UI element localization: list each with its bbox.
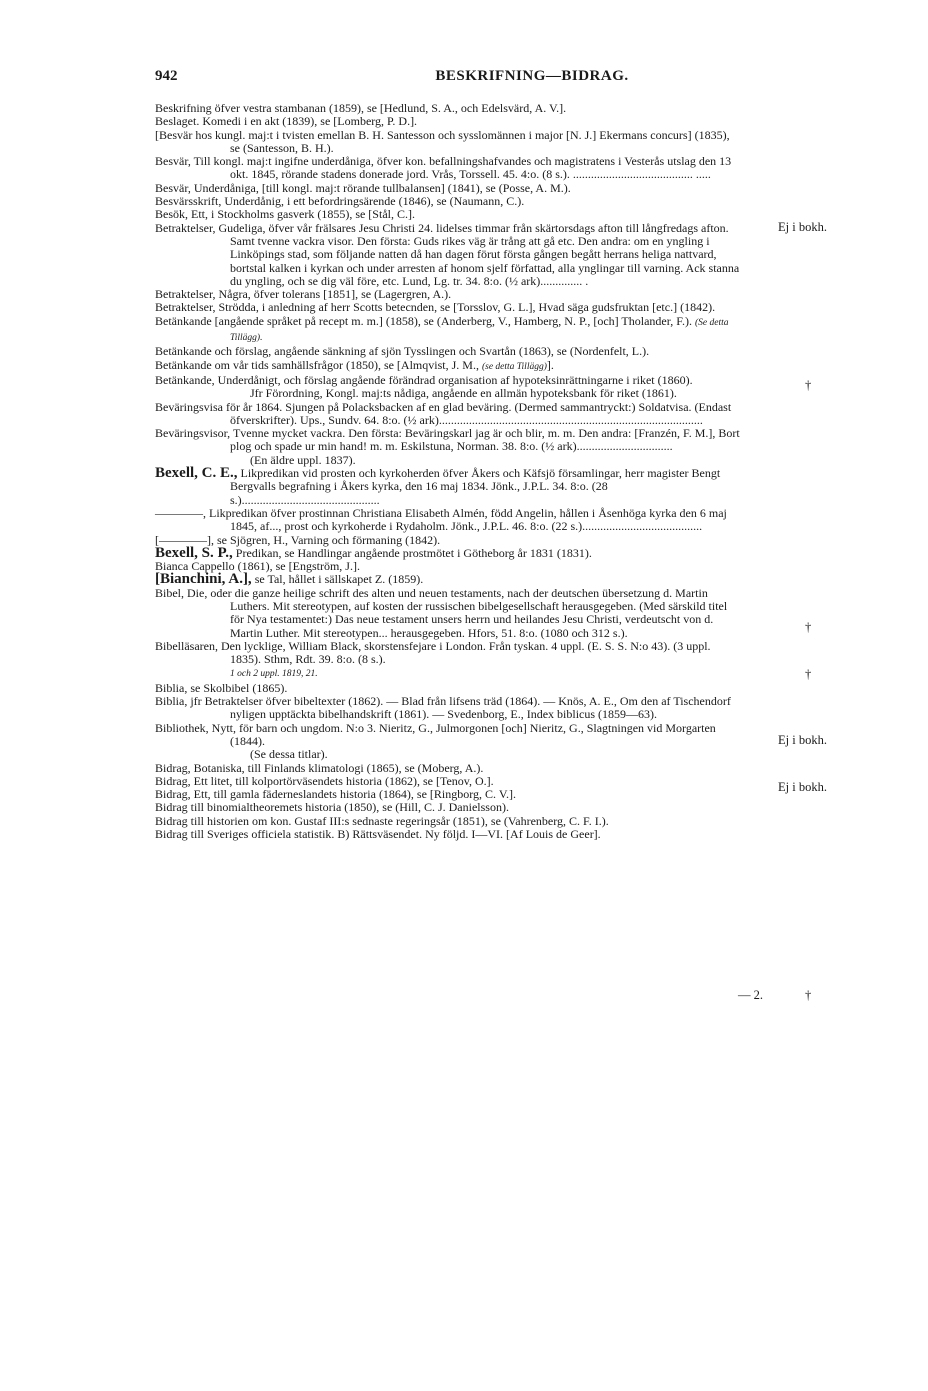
entry: Beslaget. Komedi i en akt (1839), se [Lomberg, P. D.]. <box>155 114 418 129</box>
entry: Beväringsvisa för år 1864. Sjungen på Polacksbacken af en glad beväring. (Dermed sammantryckt:) Soldatvisa. (Endast öfverskrifter). Ups., Sundv. 64. 8:o. (½ ark)........................................................................................ <box>155 399 732 427</box>
entry: Betänkande om vår tids samhällsfrågor (1850), se [Almqvist, J. M., (se detta Tillägg)]. <box>155 357 554 372</box>
author-heading: [Bianchini, A.], <box>155 571 252 588</box>
running-header <box>0 68 928 85</box>
margin-cross: † <box>805 378 812 392</box>
entry: Bidrag till binomialtheoremets historia (1850), se (Hill, C. J. Danielsson). <box>155 800 509 815</box>
entry: Betänkande [angående språket på recept m. m.] (1858), se (Anderberg, V., Hamberg, N. P., [och] Tholander, F.). (Se detta Tillägg). <box>155 313 729 344</box>
entry: Betänkande, Underdånigt, och förslag angående förändrad organisation af hypoteksinrättningarne i riket (1860). <box>155 372 693 387</box>
entry-note: (Se dessa titlar). <box>250 747 328 762</box>
entry: Besök, Ett, i Stockholms gasverk (1855), se [Stål, C.]. <box>155 207 415 222</box>
entry: ————, Likpredikan öfver prostinnan Christiana Elisabeth Almén, född Angelin, hållen i Åsenhöga kyrka den 6 maj 1845, af..., prost och kyrkoherde i Rydaholm. Jönk., J.P.L. 46. 8:o. (22 s.)........................................ <box>155 505 727 534</box>
entry: Besvär, Till kongl. maj:t ingifne underdåniga, öfver kon. befallningshafvandes och magistratens i Vesterås utslag den 13 okt. 1845, rörande stadens donerade jord. Vrås, Torssell. 45. 4:o. (8 s.). ........................................ ..... <box>155 154 732 182</box>
entry-crossref: Jfr Förordning, Kongl. maj:ts nådiga, angående en allmän hypoteksbank för riket (1861). <box>250 386 677 401</box>
margin-edition-count: — 2. <box>738 988 763 1002</box>
entry: Besvärsskrift, Underdånig, i ett befordringsärende (1846), se (Naumann, C.). <box>155 194 525 209</box>
entry: [Bianchini, A.], se Tal, hållet i sällskapet Z. (1859). <box>155 571 424 588</box>
entry: Betraktelser, Strödda, i anledning af herr Scotts betecnden, se [Torsslov, G. L.], Hvad säga gudsfruktan [etc.] (1842). <box>155 300 716 315</box>
author-heading: Bexell, S. P., <box>155 544 233 561</box>
entry-note: (En äldre uppl. 1837). <box>250 452 356 467</box>
entry: Bexell, S. P., Predikan, se Handlingar angående prostmötet i Götheborg år 1831 (1831). <box>155 544 592 561</box>
entry: Bidrag, Botaniska, till Finlands klimatologi (1865), se (Moberg, A.). <box>155 760 484 775</box>
italic-note: (Se detta Tillägg). <box>230 317 729 344</box>
entry: Biblia, jfr Betraktelser öfver bibeltexter (1862). — Blad från lifsens träd (1864). — Knös, A. E., Om den af Tischendorf nyligen upptäckta bibelhandskrift (1861). — Svedenborg, E., Index biblicus (1859—63). <box>155 694 731 722</box>
entry: Bidrag, Ett, till gamla fäderneslandets historia (1864), se [Ringborg, C. V.]. <box>155 787 516 802</box>
italic-note: 1 och 2 uppl. 1819, 21. <box>230 669 318 680</box>
header-title: BESKRIFNING—BIDRAG. <box>435 68 629 84</box>
entry: Betraktelser, Några, öfver tolerans [1851], se (Lagergren, A.). <box>155 287 452 302</box>
margin-cross: † <box>805 620 812 634</box>
entry: Bidrag, Ett litet, till kolportörväsendets historia (1862), se [Tenov, O.]. <box>155 773 494 788</box>
margin-cross: † <box>805 988 812 1002</box>
entry: Bibelläsaren, Den lycklige, William Black, skorstensfejare i London. Från tyskan. 4 uppl. (E. S. S. N:o 43). (3 uppl. 1835). Sthm, Rdt. 39. 8:o. (8 s.). 1 och 2 uppl. 1819, 21. <box>155 638 711 680</box>
entry: Bidrag till Sveriges officiela statistik. B) Rättsväsendet. Ny följd. I—VI. [Af Louis de Geer]. <box>155 827 601 842</box>
entry: Beskrifning öfver vestra stambanan (1859), se [Hedlund, S. A., och Edelsvärd, A. V.]. <box>155 101 567 115</box>
entry-list <box>155 102 740 841</box>
entry: [Besvär hos kungl. maj:t i tvisten emellan B. H. Santesson och sysslomännen i major [N. J.] Ekermans concurs] (1835), se (Santesson, B. H.). <box>155 127 730 155</box>
entry: Besvär, Underdåniga, [till kongl. maj:t rörande tullbalansen] (1841), se (Posse, A. M.). <box>155 180 571 195</box>
italic-note: (se detta Tillägg) <box>481 361 547 372</box>
entry: Bianca Cappello (1861), se [Engström, J.]. <box>155 559 360 574</box>
margin-cross: † <box>805 667 812 681</box>
entry: Bexell, C. E., Likpredikan vid prosten och kyrkoherden öfver Åkers och Käfsjö församlingar, herr magister Bengt Bergvalls begrafning i Åkers kyrka, den 16 maj 1834. Jönk., J.P.L. 34. 8:o. (28 s.).............................................. <box>155 465 721 507</box>
author-heading: Bexell, C. E., <box>155 465 238 482</box>
entry: [————], se Sjögren, H., Varning och förmaning (1842). <box>155 532 441 547</box>
margin-note-not-in-trade: Ej i bokh. <box>778 780 827 794</box>
entry: Bidrag till historien om kon. Gustaf III:s sednaste regeringsår (1851), se (Vahrenberg, C. F. I.). <box>155 813 609 828</box>
entry: Bibliothek, Nytt, för barn och ungdom. N:o 3. Nieritz, G., Julmorgonen [och] Nieritz, G., Slagtningen vid Morgarten (1844). <box>155 720 716 748</box>
entry: Betänkande och förslag, angående sänkning af sjön Tysslingen och Svartån (1863), se (Nordenfelt, L.). <box>155 344 650 359</box>
entry: Biblia, se Skolbibel (1865). <box>155 680 288 695</box>
margin-note-not-in-trade: Ej i bokh. <box>778 220 827 234</box>
entry: Betraktelser, Gudeliga, öfver vår frälsares Jesu Christi 24. lidelses timmar från skärtorsdags afton till långfredags afton. Samt tvenne vackra visor. Den första: Guds rikes väg är trång att gå etc. Den andra: om en yngling i Linköpings stad, som följande natten då han dagen förut första gången begått herrans heliga nattvard, bortstal kalken i kyrkan och under arresten af honom sjelf författad, alla ynglingar till varning. Ack stanna du yngling, och se dig väl före, etc. Lund, Lg. tr. 34. 8:o. (½ ark).............. . <box>155 220 740 288</box>
entry: Bibel, Die, oder die ganze heilige schrift des alten und neuen testaments, nach der deutschen übersetzung d. Martin Luthers. Mit stereotypen, auf kosten der russischen bibelgesellschaft herausgegeben. (Med särskild titel för Nya testamentet:) Das neue testament unsers herrn und heilandes Jesu Christi, verdeutscht von d. Martin Luther. Mit stereotypen... herausgegeben. Hfors, 51. 8:o. (1080 och 312 s.). <box>155 585 728 640</box>
margin-note-not-in-trade: Ej i bokh. <box>778 733 827 747</box>
entry: Beväringsvisor, Tvenne mycket vackra. Den första: Beväringskarl jag är och blir, m. m. Den andra: [Franzén, F. M.], Bort plog och spade ur min hand! m. m. Eskilstuna, Norman. 38. 8:o. (½ ark)................................ <box>155 426 740 454</box>
page-number: 942 <box>155 68 178 84</box>
